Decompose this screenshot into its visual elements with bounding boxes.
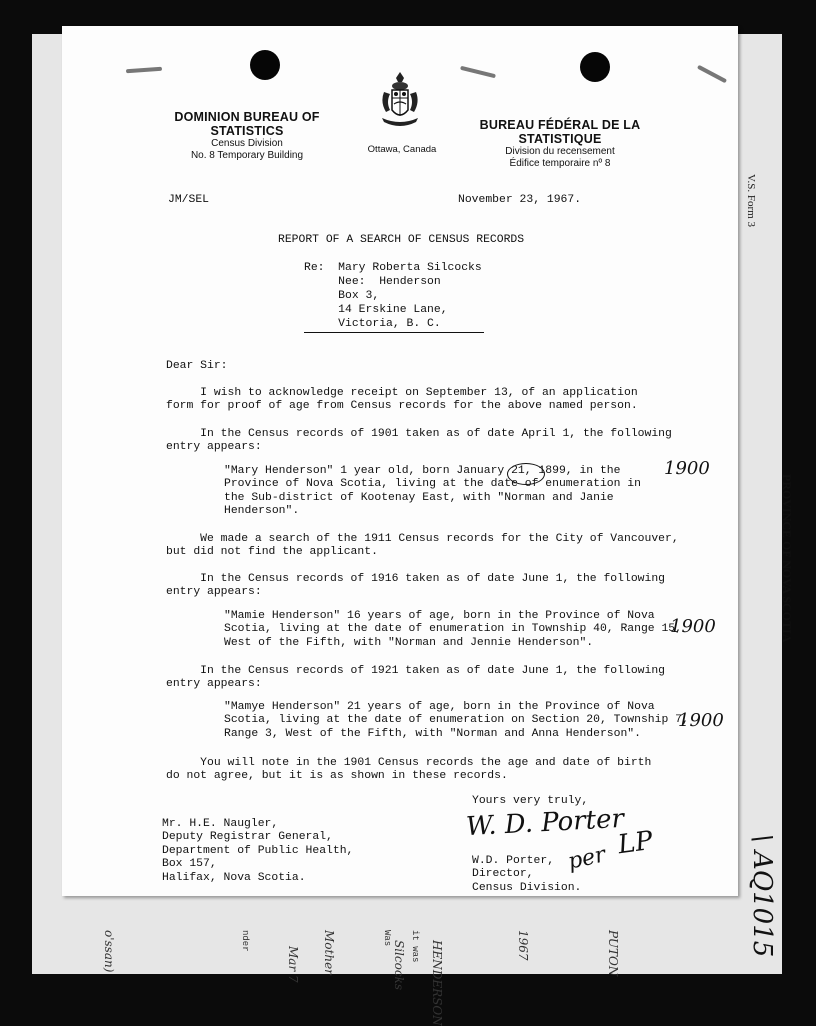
staple-mark	[460, 66, 496, 79]
letterhead-english	[142, 110, 352, 162]
letterhead-division-french: Division du recensement	[505, 146, 615, 157]
margin-note-1900: 1900	[664, 458, 710, 479]
reference-initials: JM/SEL	[168, 194, 210, 206]
strip-note: Was	[382, 930, 392, 947]
circled-birth-year	[507, 463, 545, 485]
entry-1916: "Mamie Henderson" 16 years of age, born in the Province of Nova Scotia, living at the date of enumeration in Township 40, Range 15, West of the Fifth, with "Norman and Jennie Henderson".	[224, 610, 682, 649]
paragraph-1901-census: In the Census records of 1901 taken as of date April 1, the following entry appears:	[166, 428, 672, 454]
letterhead-city: Ottawa, Canada	[367, 144, 437, 155]
strip-note: PUTON	[606, 930, 620, 977]
margin-note-1900: 1900	[670, 616, 716, 637]
entry-1901: "Mary Henderson" 1 year old, born January 21, 1899, in the Province of Nova Scotia, living at the date of enumeration in the Sub-district of Kootenay East, with "Norman and Janie Henderson".	[224, 465, 641, 518]
punch-hole	[580, 52, 610, 82]
back-form-label: V.S. Form 3	[745, 174, 757, 227]
letterhead-title-english: DOMINION BUREAU OF STATISTICS	[174, 110, 320, 138]
census-letter	[62, 26, 738, 896]
handwritten-signature: W. D. Porter	[465, 803, 625, 843]
staple-mark	[126, 67, 162, 74]
strip-note: Silcocks	[392, 940, 406, 990]
handwritten-per: per	[565, 842, 608, 875]
strip-note: nder	[240, 930, 250, 952]
entry-1921: "Mamye Henderson" 21 years of age, born in the Province of Nova Scotia, living at the date of enumeration on Section 20, Township 7, Range 3, West of the Fifth, with "Norman and Anna Henderson".	[224, 701, 689, 740]
nee-line: Nee: Henderson	[304, 276, 441, 288]
strip-note: Mother	[322, 930, 336, 975]
paragraph-1916-census: In the Census records of 1916 taken as of date June 1, the following entry appears:	[166, 573, 665, 599]
strip-note: it was	[410, 930, 420, 963]
letterhead-title-french: BUREAU FÉDÉRAL DE LA STATISTIQUE	[479, 118, 641, 146]
address-city: Victoria, B. C.	[304, 318, 441, 330]
back-form-bottom-strip	[80, 926, 780, 1026]
letterhead-division-english: Census Division	[211, 138, 283, 149]
subject-underline	[304, 332, 484, 333]
letterhead-building-english: No. 8 Temporary Building	[190, 150, 304, 161]
closing: Yours very truly,	[472, 795, 589, 807]
letterhead-french	[450, 118, 670, 170]
handwritten-initials: LP	[616, 825, 655, 861]
strip-note: o'ssan)	[102, 930, 116, 973]
address-street: 14 Erskine Lane,	[304, 304, 448, 316]
paragraph-1921-census: In the Census records of 1921 taken as of date June 1, the following entry appears:	[166, 665, 665, 691]
coat-of-arms-icon	[378, 70, 422, 138]
margin-note-1900: 1900	[678, 710, 724, 731]
paragraph-1911-census: We made a search of the 1911 Census records for the City of Vancouver, but did not find the applicant.	[166, 533, 679, 559]
back-form-side-handwriting: \ AQ1015	[747, 834, 777, 958]
strip-note: 1967	[516, 930, 530, 961]
staple-mark	[697, 65, 727, 84]
letterhead-building-french: Édifice temporaire nº 8	[509, 158, 611, 169]
punch-hole	[250, 50, 280, 80]
salutation: Dear Sir:	[166, 360, 228, 372]
re-line: Re: Mary Roberta Silcocks	[304, 262, 482, 274]
letter-date: November 23, 1967.	[458, 194, 582, 206]
strip-note: Mar 7	[286, 946, 300, 983]
report-title: REPORT OF A SEARCH OF CENSUS RECORDS	[278, 234, 525, 246]
signer-block: W.D. Porter, Director, Census Division.	[472, 855, 582, 894]
address-box: Box 3,	[304, 290, 380, 302]
paragraph-conclusion: You will note in the 1901 Census records the age and date of birth do not agree, but it is as shown in these records.	[166, 757, 652, 783]
paragraph-acknowledgement: I wish to acknowledge receipt on September 13, of an application form for proof of age from Census records for the above named person.	[166, 387, 638, 413]
addressee-block: Mr. H.E. Naugler, Deputy Registrar General, Department of Public Health, Box 157, Halifax, Nova Scotia.	[162, 818, 354, 884]
back-form-side-text: PROVINCE OF NOVA SCOTIA	[780, 474, 794, 643]
strip-note: HENDERSON	[430, 940, 444, 1026]
